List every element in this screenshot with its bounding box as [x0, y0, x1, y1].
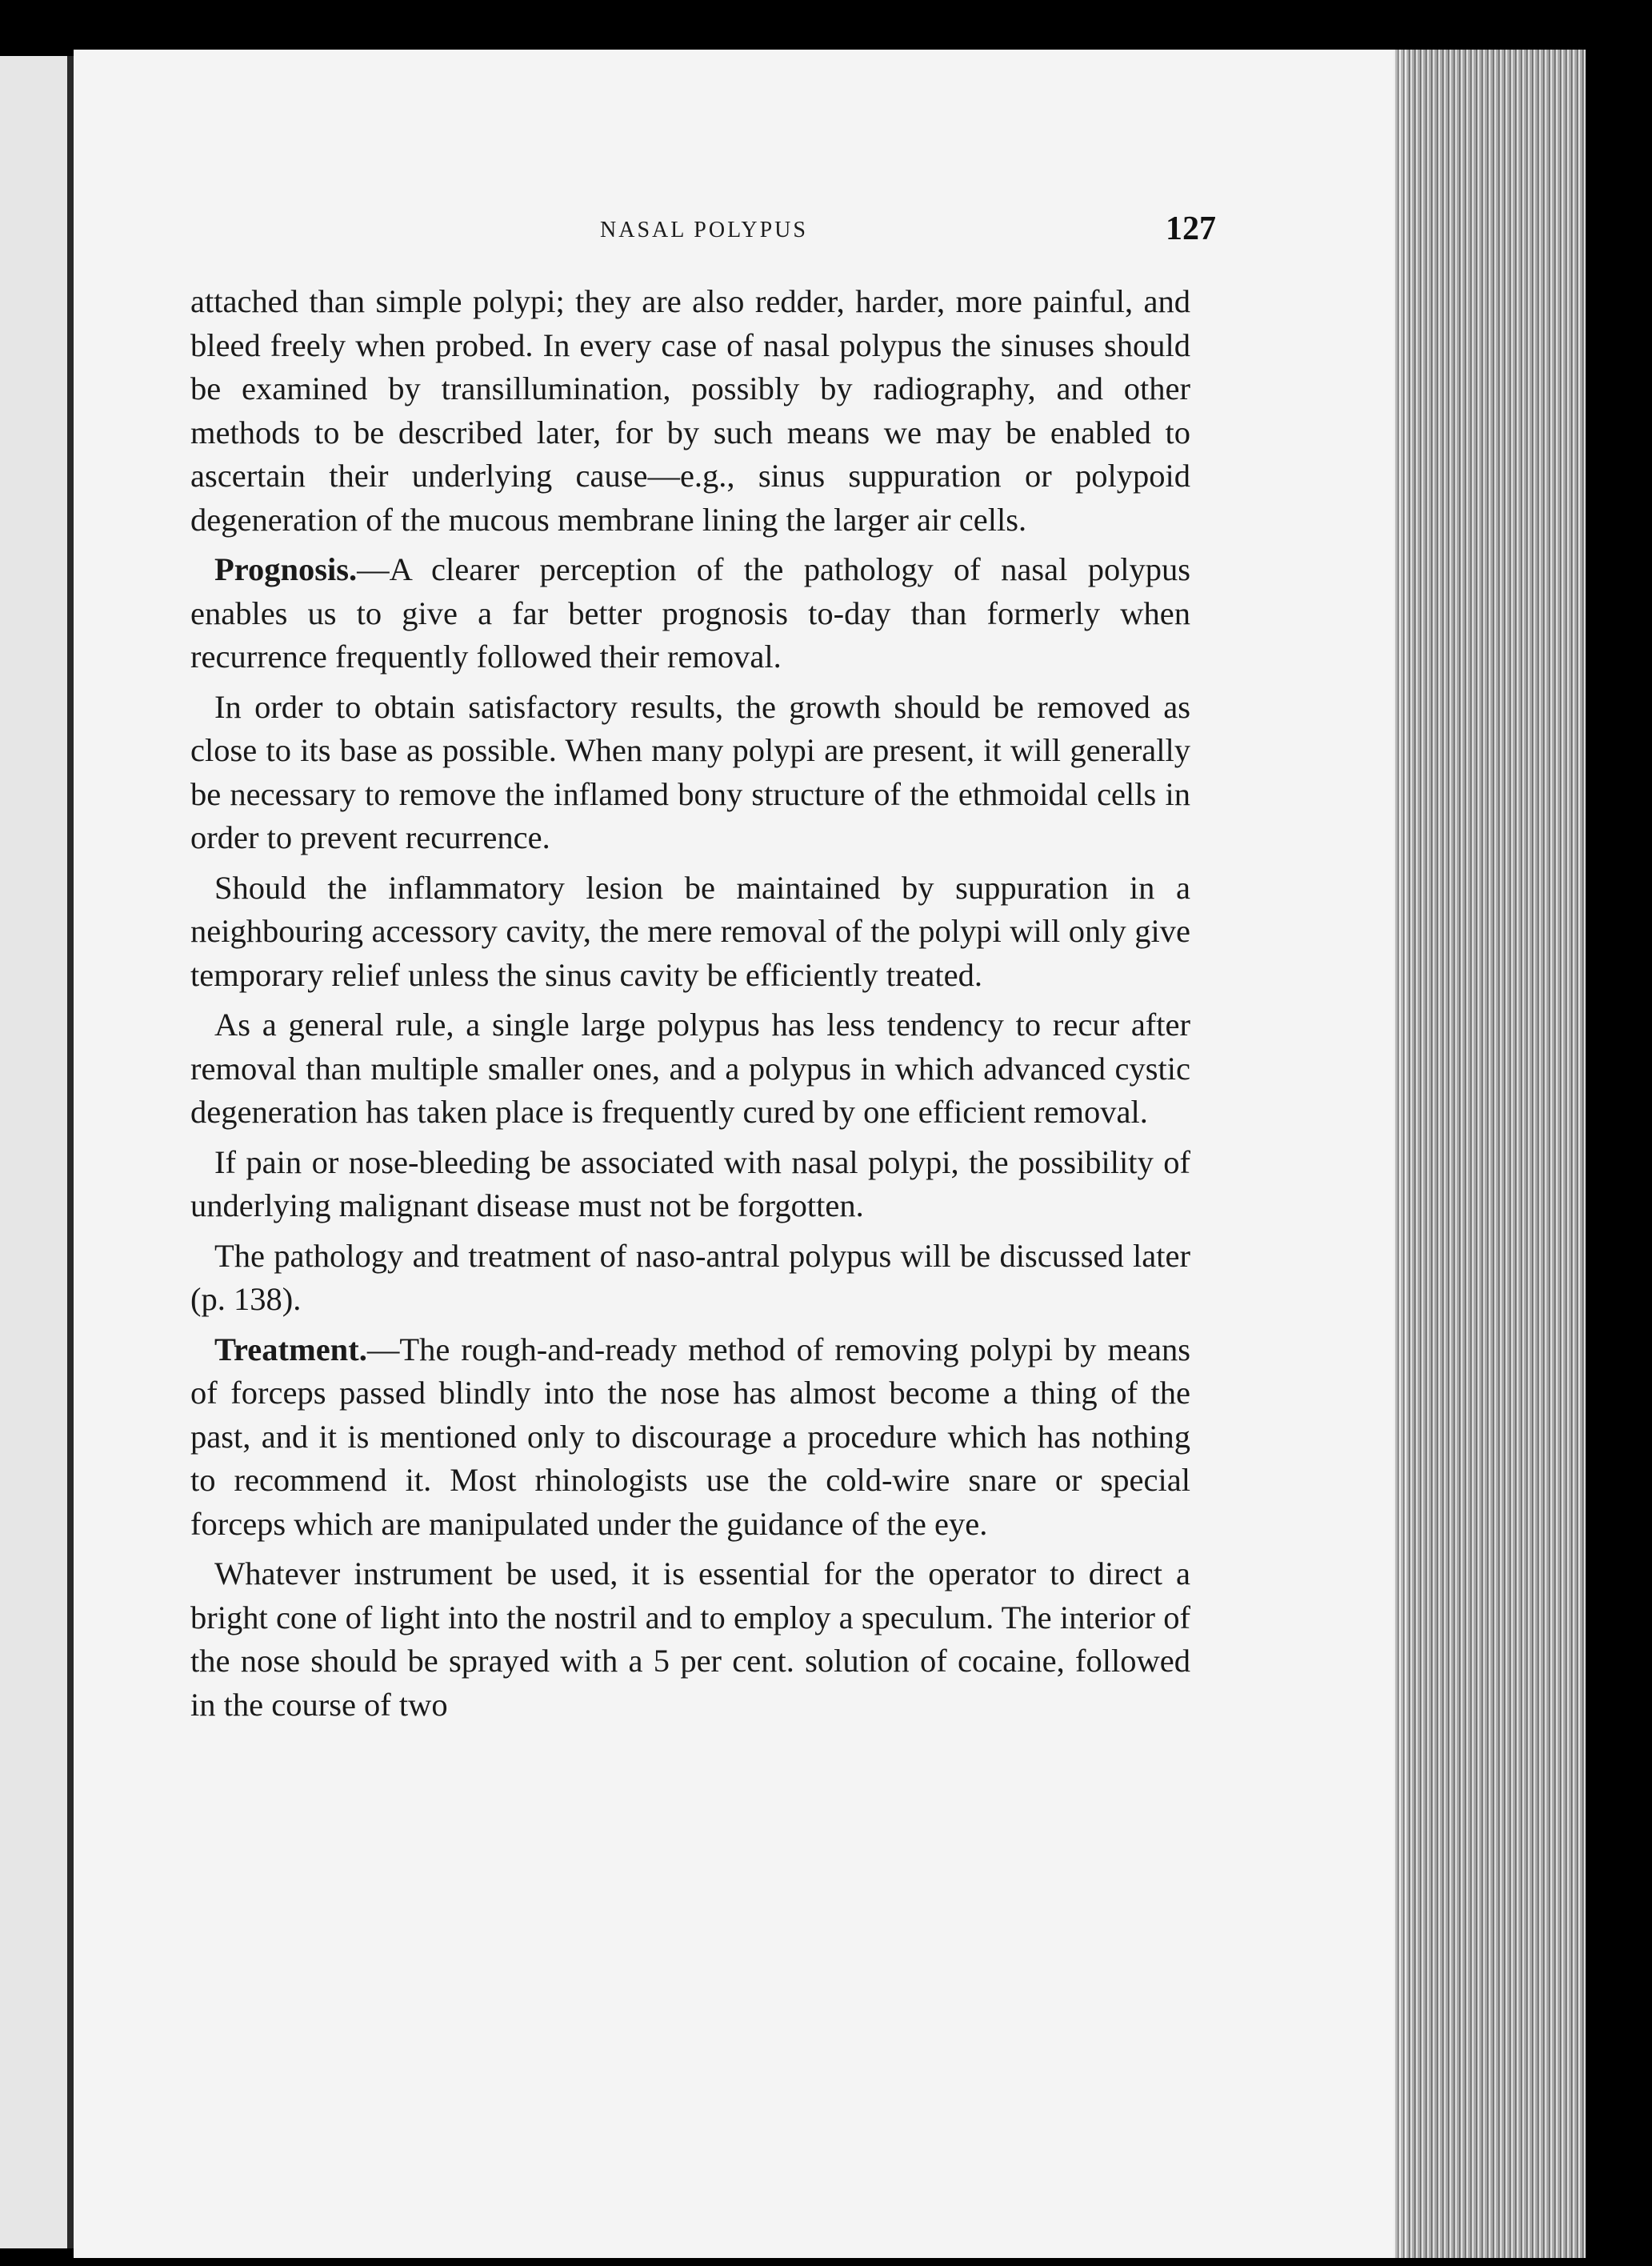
running-head: NASAL POLYPUS — [600, 218, 808, 242]
paragraph-3: In order to obtain satisfactory results, the growth should be removed as close to its base as possible. When many polypi are present, it will generally be necessary to remove the inflamed bony structure of the ethmoidal cells in order to prevent recurrence. — [190, 688, 1190, 855]
page-number: 127 — [1166, 210, 1216, 247]
paragraph-5: As a general rule, a single large polypus has less tendency to recur after removal than multiple smaller ones, and a polypus in which advanced cystic degeneration has taken place is frequently cured by one efficient removal. — [190, 1007, 1190, 1130]
section-heading-treatment: Treatment. — [214, 1331, 367, 1367]
paragraph-9: Whatever instrument be used, it is essential for the operator to direct a bright cone of light into the nostril and to employ a speculum. The interior of the nose should be sprayed with a 5 per cent. solution of cocaine, followed in the course of two — [190, 1555, 1190, 1723]
paragraph-1: attached than simple polypi; they are also redder, harder, more painful, and bleed freely when probed. In every case of nasal polypus the sinuses should be examined by transillumination, possibly by radiography, and other methods to be described later, for by such means we may be enabled to ascertain their underlying cause—e.g., sinus suppuration or polypoid degeneration of the mucous membrane lining the larger air cells. — [190, 283, 1190, 538]
page-stack-edges — [1394, 50, 1586, 2258]
section-heading-prognosis: Prognosis. — [214, 551, 358, 587]
paragraph-7: The pathology and treatment of naso-antral polypus will be discussed later (p. 138). — [190, 1237, 1190, 1317]
paragraph-4: Should the inflammatory lesion be maintained by suppuration in a neighbouring accessory cavity, the mere removal of the polypi will only give temporary relief unless the sinus cavity be efficiently treated. — [190, 869, 1190, 993]
body-text — [190, 280, 1190, 1733]
paragraph-prognosis: Prognosis.—A clearer perception of the pathology of nasal polypus enables us to give a far better prognosis to-day than formerly when recurrence frequently followed their removal. — [190, 551, 1190, 675]
left-page-edge — [0, 56, 72, 2248]
gutter-shadow — [67, 56, 74, 2248]
paragraph-treatment: Treatment.—The rough-and-ready method of removing polypi by means of forceps passed blindly into the nose has almost become a thing of the past, and it is mentioned only to discourage a procedure which has nothing to recommend it. Most rhinologists use the cold-wire snare or special forceps which are manipulated under the guidance of the eye. — [190, 1331, 1190, 1542]
paragraph-6: If pain or nose-bleeding be associated with nasal polypi, the possibility of underlying malignant disease must not be forgotten. — [190, 1143, 1190, 1223]
